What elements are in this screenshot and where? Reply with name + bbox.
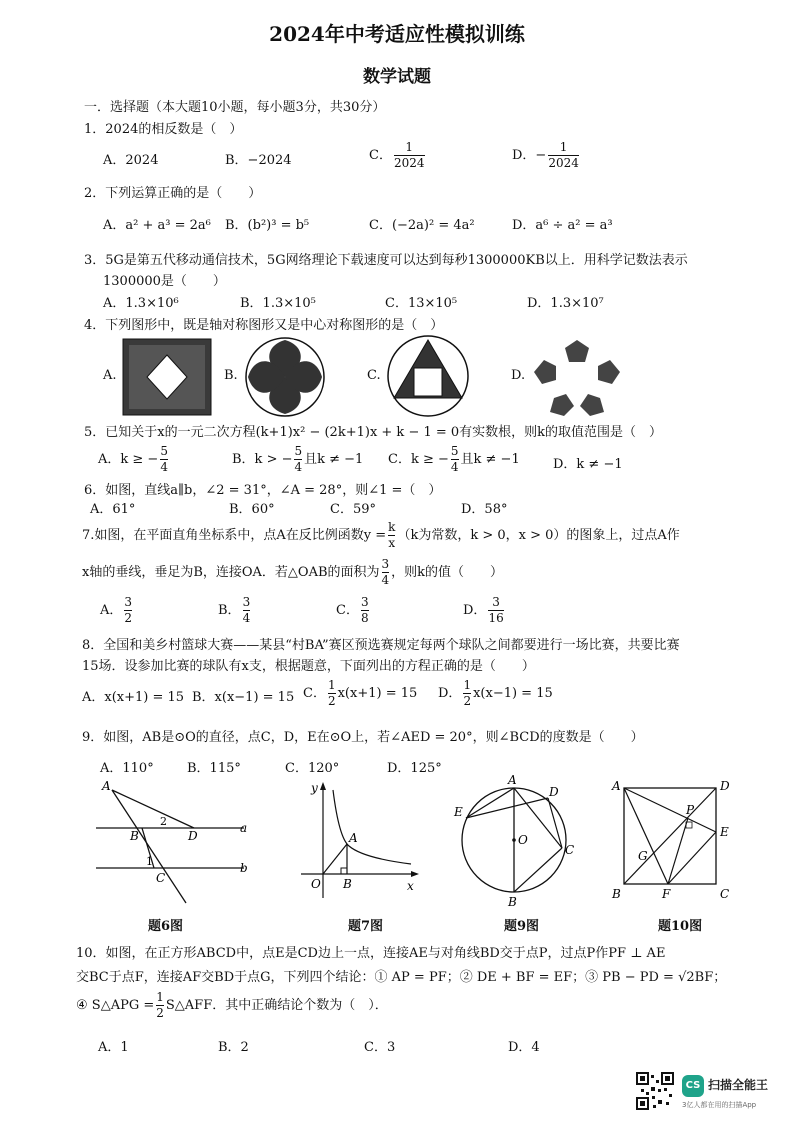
fig6-label-A: A xyxy=(102,779,111,793)
q3-stem-line2: 1300000是（ ） xyxy=(103,274,226,289)
q3-option-d: D．1.3×10⁷ xyxy=(527,296,604,311)
q1-option-d: D．− $\frac{1}{2024}$ xyxy=(512,140,579,170)
q10-stem-line3: ④ S△APG = $\frac{1}{2}$ S△AFF．其中正确结论个数为（ ）． xyxy=(76,990,388,1020)
q8-option-d: D． $\frac{1}{2}$ x(x−1) = 15 xyxy=(438,678,553,708)
fig7-label-O: O xyxy=(311,877,321,891)
q4-figure-d xyxy=(530,336,624,418)
fig10-label-E: E xyxy=(720,825,729,839)
q9-option-b: B．115° xyxy=(187,761,241,776)
qr-code-icon xyxy=(636,1072,674,1110)
footer-brand: 扫描全能王 xyxy=(708,1078,769,1092)
q2-option-b: B．(b²)³ = b⁵ xyxy=(225,218,310,233)
q8-stem-line2: 15场．设参加比赛的球队有x支，根据题意，下面列出的方程正确的是（ ） xyxy=(82,659,535,674)
figure-10 xyxy=(610,776,740,906)
q4-option-d: D. xyxy=(511,368,526,383)
q9-option-c: C．120° xyxy=(285,761,340,776)
q10-option-d: D．4 xyxy=(508,1040,540,1055)
q10-option-a: A．1 xyxy=(98,1040,129,1055)
exam-title: 2024年中考适应性模拟训练 xyxy=(269,22,525,46)
fig6-label-a: a xyxy=(240,821,248,835)
fig9-label-A: A xyxy=(508,773,517,787)
q3-option-a: A．1.3×10⁶ xyxy=(103,296,179,311)
fig10-label-G: G xyxy=(638,849,648,863)
q6-option-b: B．60° xyxy=(229,502,275,517)
figure-7 xyxy=(293,778,423,906)
q6-stem: 6．如图，直线a∥b，∠2 = 31°，∠A = 28°，则∠1 =（ ） xyxy=(84,483,442,498)
q7-stem: 7.如图，在平面直角坐标系中，点A在反比例函数y = $\frac{k}{x}$ （k为常数，k > 0，x > 0）的图象上，过点A作 xyxy=(82,520,680,550)
fig6-label-1: 1 xyxy=(146,855,153,868)
q6-option-d: D．58° xyxy=(461,502,508,517)
q7-option-d: D． $\frac{3}{16}$ xyxy=(463,595,504,625)
q4-option-b: B. xyxy=(224,368,238,383)
q2-stem: 2．下列运算正确的是（ ） xyxy=(84,186,262,201)
q1-stem: 1．2024的相反数是（ ） xyxy=(84,122,243,137)
q7-option-a: A． $\frac{3}{2}$ xyxy=(100,595,133,625)
fig10-label-C: C xyxy=(720,887,730,901)
fig6-label-D: D xyxy=(188,829,198,843)
fig9-label-O: O xyxy=(518,833,528,847)
section-heading: 一．选择题（本大题10小题，每小题3分，共30分） xyxy=(84,100,386,115)
q8-option-b: B．x(x−1) = 15 xyxy=(192,690,295,705)
q4-option-c: C. xyxy=(367,368,381,383)
exam-subtitle: 数学试题 xyxy=(363,67,431,87)
fig7-label-x: x xyxy=(407,879,414,893)
figure-10-caption: 题10图 xyxy=(658,919,703,934)
q10-option-c: C．3 xyxy=(364,1040,396,1055)
q3-stem: 3．5G是第五代移动通信技术，5G网络理论下载速度可以达到每秒1300000KB以上．用科学记数法表示 xyxy=(84,253,688,268)
figure-9 xyxy=(452,772,582,908)
q4-figure-b xyxy=(244,336,326,418)
fig6-label-2: 2 xyxy=(160,815,167,828)
q3-option-c: C．13×10⁵ xyxy=(385,296,458,311)
fig7-label-A: A xyxy=(349,831,358,845)
q5-option-c: C．k ≥ − $\frac{5}{4}$ 且k ≠ −1 xyxy=(388,444,520,474)
fig7-label-y: y xyxy=(311,781,318,795)
q7-option-b: B． $\frac{3}{4}$ xyxy=(218,595,251,625)
figure-6-caption: 题6图 xyxy=(148,919,184,934)
fig10-label-P: P xyxy=(686,803,695,817)
camscanner-logo-icon: CS xyxy=(682,1075,704,1097)
q6-option-c: C．59° xyxy=(330,502,376,517)
q4-stem: 4．下列图形中，既是轴对称图形又是中心对称图形的是（ ） xyxy=(84,318,444,333)
q2-option-c: C．(−2a)² = 4a² xyxy=(369,218,475,233)
fig9-label-E: E xyxy=(454,805,463,819)
q9-option-d: D．125° xyxy=(387,761,442,776)
q5-option-a: A．k ≥ − $\frac{5}{4}$ xyxy=(98,444,168,474)
fig6-label-B: B xyxy=(130,829,139,843)
q10-stem-line2: 交BC于点F，连接AF交BD于点G，下列四个结论：① AP = PF；② DE + BF = EF；③ PB − PD = √2BF； xyxy=(76,970,727,985)
q6-option-a: A．61° xyxy=(90,502,136,517)
fig10-label-F: F xyxy=(662,887,671,901)
fig7-label-B: B xyxy=(343,877,352,891)
q7-option-c: C． $\frac{3}{8}$ xyxy=(336,595,369,625)
q2-option-a: A．a² + a³ = 2a⁶ xyxy=(103,218,211,233)
footer-tagline: 3亿人都在用的扫描App xyxy=(682,1101,757,1109)
figure-6 xyxy=(94,778,260,908)
q9-stem: 9．如图，AB是⊙O的直径，点C，D，E在⊙O上，若∠AED = 20°，则∠BCD的度数是（ ） xyxy=(82,730,644,745)
q1-option-b: B．−2024 xyxy=(225,153,292,168)
q3-option-b: B．1.3×10⁵ xyxy=(240,296,316,311)
q4-figure-c xyxy=(386,334,470,418)
q9-option-a: A．110° xyxy=(100,761,154,776)
q5-stem: 5．已知关于x的一元二次方程(k+1)x² − (2k+1)x + k − 1 = 0有实数根，则k的取值范围是（ ） xyxy=(84,425,663,440)
q10-option-b: B．2 xyxy=(218,1040,249,1055)
fig10-label-D: D xyxy=(720,779,730,793)
fig9-label-D: D xyxy=(549,785,559,799)
q2-option-d: D．a⁶ ÷ a² = a³ xyxy=(512,218,613,233)
figure-9-caption: 题9图 xyxy=(504,919,540,934)
fig10-label-B: B xyxy=(612,887,621,901)
fig9-label-C: C xyxy=(565,843,575,857)
q5-option-b: B．k > − $\frac{5}{4}$ 且k ≠ −1 xyxy=(232,444,364,474)
figure-7-caption: 题7图 xyxy=(348,919,384,934)
fig6-label-b: b xyxy=(240,861,248,875)
fig10-label-A: A xyxy=(612,779,621,793)
q1-option-c: C． $\frac{1}{2024}$ xyxy=(369,140,425,170)
q8-stem: 8．全国和美乡村篮球大赛——某县“村BA”赛区预选赛规定每两个球队之间都要进行一场比赛，共要比赛 xyxy=(82,638,680,653)
q7-stem-line2: x轴的垂线，垂足为B，连接OA．若△OAB的面积为 $\frac{3}{4}$ ，则k的值（ ） xyxy=(82,557,504,587)
q8-option-c: C． $\frac{1}{2}$ x(x+1) = 15 xyxy=(303,678,418,708)
q4-figure-a xyxy=(121,337,213,417)
q5-option-d: D．k ≠ −1 xyxy=(553,457,623,472)
q1-option-a: A．2024 xyxy=(103,153,159,168)
q10-stem: 10．如图，在正方形ABCD中，点E是CD边上一点，连接AE与对角线BD交于点P，过点P作PF ⊥ AE xyxy=(76,946,666,961)
q8-option-a: A．x(x+1) = 15 xyxy=(82,690,185,705)
q4-option-a: A. xyxy=(103,368,117,383)
fig6-label-C: C xyxy=(156,871,166,885)
fig9-label-B: B xyxy=(508,895,517,908)
